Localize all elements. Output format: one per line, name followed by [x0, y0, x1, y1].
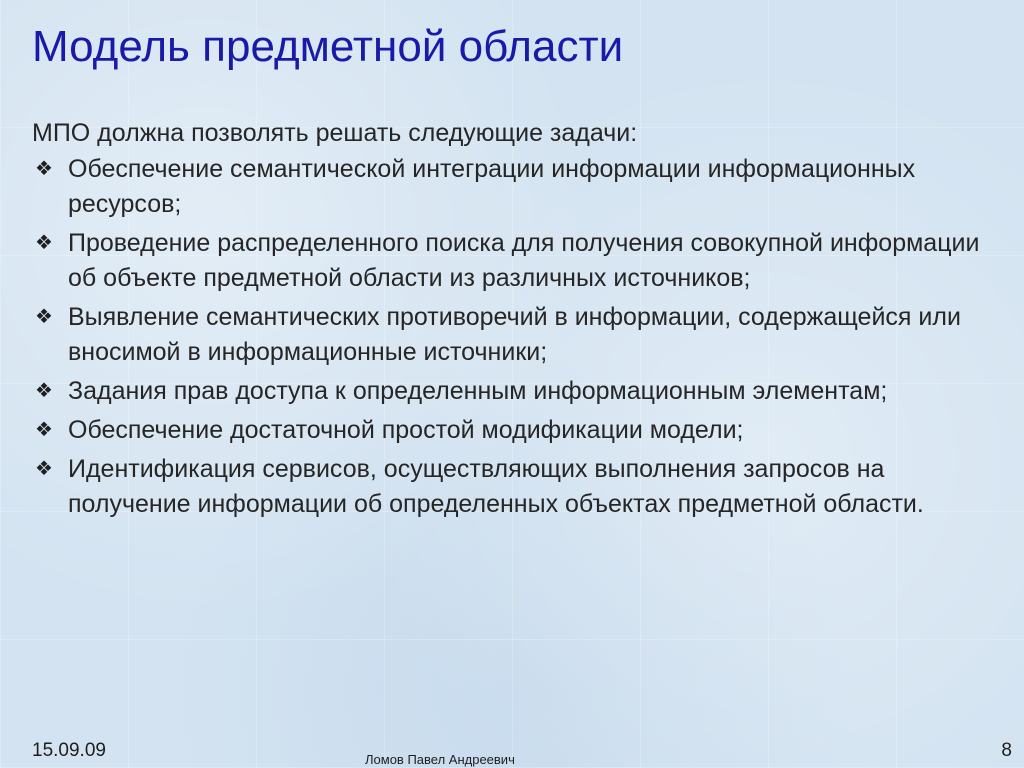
task-list [32, 152, 1000, 526]
diamond-bullet-icon: ❖ [35, 380, 53, 402]
diamond-bullet-icon: ❖ [35, 419, 53, 441]
diamond-bullet-icon: ❖ [35, 232, 53, 254]
task-text: Обеспечение семантической интеграции информации информационных ресурсов; [68, 155, 916, 218]
task-item [32, 300, 1000, 370]
page-number: 8 [1001, 740, 1012, 761]
diamond-bullet-icon: ❖ [35, 158, 53, 180]
task-item [32, 413, 1000, 448]
slide-title: Модель предметной области [32, 22, 624, 71]
diamond-bullet-icon: ❖ [35, 306, 53, 328]
task-text: Выявление семантических противоречий в информации, содержащейся или вносимой в информационные источники; [68, 303, 961, 366]
footer-date: 15.09.09 [32, 740, 106, 761]
task-text: Обеспечение достаточной простой модификации модели; [68, 416, 744, 444]
diamond-bullet-icon: ❖ [35, 458, 53, 480]
task-text: Проведение распределенного поиска для получения совокупной информации об объекте предметной области из различных источников; [68, 229, 980, 292]
task-item [32, 152, 1000, 222]
intro-text: МПО должна позволять решать следующие задачи: [32, 119, 638, 147]
task-text: Идентификация сервисов, осуществляющих выполнения запросов на получение информации об определенных объектах предметной области. [68, 455, 924, 518]
footer-author: Ломов Павел Андреевич [365, 752, 515, 767]
task-item [32, 374, 1000, 409]
task-item [32, 226, 1000, 296]
task-item [32, 452, 1000, 522]
task-text: Задания прав доступа к определенным информационным элементам; [68, 377, 888, 405]
